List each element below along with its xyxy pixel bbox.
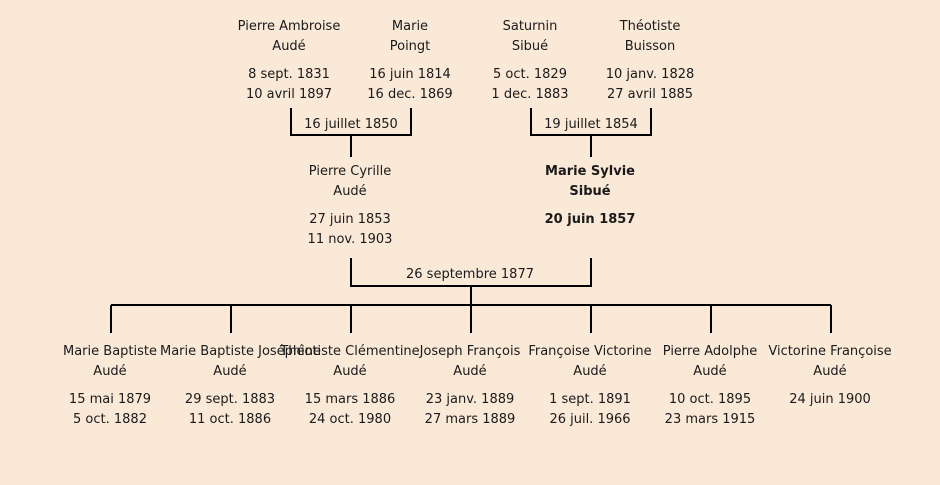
child-marie-baptiste [40, 342, 180, 430]
person-birth-date: 24 juin 1900 [789, 392, 871, 407]
person-family-name: Audé [272, 39, 306, 54]
person-birth-date: 8 sept. 1831 [248, 67, 330, 82]
marriage-date-grandparents-aude: 16 juillet 1850 [304, 117, 398, 132]
person-death-date: 5 oct. 1882 [73, 412, 147, 427]
child-marie-baptiste-josephine [160, 342, 322, 430]
person-given-name: Pierre Cyrille [308, 164, 392, 179]
person-given-name: Saturnin [502, 19, 558, 34]
child-pierre-adolphe [640, 342, 780, 430]
person-birth-date: 27 juin 1853 [309, 212, 391, 227]
person-given-name: Théotiste [619, 19, 681, 34]
parent-marie-sylvie [520, 162, 660, 230]
person-birth-date: 1 sept. 1891 [549, 392, 631, 407]
person-birth-date: 15 mars 1886 [304, 392, 396, 407]
person-death-date: 23 mars 1915 [664, 412, 756, 427]
person-death-date: 24 oct. 1980 [308, 412, 392, 427]
person-death-date: 11 oct. 1886 [188, 412, 272, 427]
person-given-name: Joseph François [419, 344, 521, 359]
person-death-date: 27 mars 1889 [424, 412, 516, 427]
person-death-date: 10 avril 1897 [245, 87, 333, 102]
marriage-date-grandparents-sibue: 19 juillet 1854 [544, 117, 638, 132]
child-theotiste-clementine [280, 342, 420, 430]
person-birth-date: 16 juin 1814 [369, 67, 451, 82]
person-death-date: 26 juil. 1966 [549, 412, 631, 427]
person-given-name: Marie Baptiste [63, 344, 157, 359]
person-family-name: Audé [333, 184, 367, 199]
person-given-name: Marie Baptiste Joséphine [160, 344, 322, 359]
person-family-name: Audé [693, 364, 727, 379]
person-birth-date: 15 mai 1879 [68, 392, 152, 407]
person-death-date: 27 avril 1885 [606, 87, 694, 102]
grandparent-saturnin-sibue [460, 17, 600, 105]
person-given-name: Marie [391, 19, 429, 34]
person-given-name: Marie Sylvie [545, 164, 635, 179]
child-joseph-francois [400, 342, 540, 430]
person-death-date: 11 nov. 1903 [307, 232, 393, 247]
person-family-name: Audé [93, 364, 127, 379]
connector-child-drops [111, 305, 831, 333]
person-family-name: Sibué [511, 39, 549, 54]
person-family-name: Buisson [624, 39, 676, 54]
person-family-name: Audé [813, 364, 847, 379]
person-birth-date: 10 oct. 1895 [668, 392, 752, 407]
person-given-name: Pierre Adolphe [662, 344, 758, 359]
grandparent-pierre-ambroise [219, 17, 359, 105]
person-birth-date: 5 oct. 1829 [493, 67, 567, 82]
marriage-date-parents: 26 septembre 1877 [406, 267, 534, 282]
child-francoise-victorine [520, 342, 660, 430]
person-death-date: 1 dec. 1883 [491, 87, 569, 102]
parent-pierre-cyrille [280, 162, 420, 250]
person-death-date: 16 dec. 1869 [367, 87, 453, 102]
person-family-name: Audé [573, 364, 607, 379]
person-family-name: Audé [333, 364, 367, 379]
person-given-name: Victorine Françoise [768, 344, 892, 359]
person-birth-date: 20 juin 1857 [544, 212, 636, 227]
person-birth-date: 10 janv. 1828 [605, 67, 695, 82]
person-family-name: Audé [453, 364, 487, 379]
person-given-name: Pierre Ambroise [237, 19, 341, 34]
grandparent-marie-poingt [340, 17, 480, 105]
person-family-name: Audé [213, 364, 247, 379]
person-given-name: Françoise Victorine [528, 344, 652, 359]
person-family-name: Sibué [569, 184, 611, 199]
person-family-name: Poingt [389, 39, 431, 54]
person-birth-date: 29 sept. 1883 [184, 392, 276, 407]
child-victorine-francoise [760, 342, 900, 410]
person-birth-date: 23 janv. 1889 [425, 392, 515, 407]
grandparent-theotiste-buisson [580, 17, 720, 105]
person-given-name: Théotiste Clémentine [280, 344, 420, 359]
